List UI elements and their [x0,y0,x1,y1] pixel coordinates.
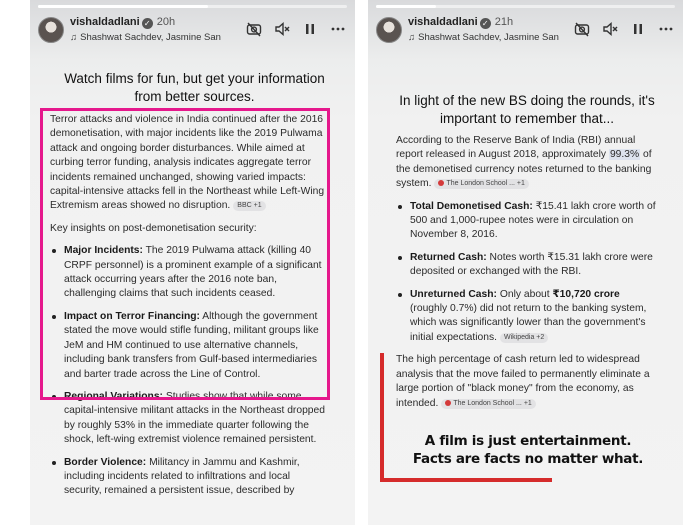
annotation-line-horizontal [380,478,552,482]
story-header [30,0,355,52]
audio-attribution[interactable] [70,32,221,43]
story-controls [245,20,347,38]
list-item: Total Demonetised Cash: ₹15.41 lakh crore worth of 500 and 1,000-rupee notes were in circulation on November 8, 2016. [396,200,658,243]
source-chip[interactable]: The London School ... +1 [441,399,535,409]
username[interactable] [408,16,513,29]
list-item: Major Incidents: The 2019 Pulwama attack (killing 40 CRPF personnel) is a prominent example of a significant attack occurring years after the 2016 note ban, challenging claims that such incidents ceased. [50,244,325,302]
story-progress-bar [38,5,347,8]
more-icon[interactable] [329,20,347,38]
story-progress-fill [376,5,436,8]
insights-heading: Key insights on post-demonetisation security: [50,222,257,234]
story-progress-bar [376,5,675,8]
avatar[interactable] [38,17,64,43]
username[interactable] [70,16,175,29]
mute-icon[interactable] [273,20,291,38]
camera-off-icon[interactable] [573,20,591,38]
source-chip[interactable]: Wikipedia +2 [500,333,548,343]
post-age: 20h [156,16,176,28]
source-logo-icon [445,400,451,406]
more-icon[interactable] [657,20,675,38]
source-logo-icon [438,180,444,186]
ai-summary-text [396,134,658,419]
verified-badge-icon: ✓ [142,18,153,29]
list-item: Border Violence: Militancy in Jammu and Kashmir, including incidents related to infiltrations and local security, remained a persistent issue, described by [50,456,325,499]
caption-line-1: A film is just entertainment. [424,433,632,449]
username-text[interactable]: vishaldadlani [408,16,478,28]
username-text[interactable]: vishaldadlani [70,16,140,28]
story-caption-bottom [408,432,648,468]
story-progress-fill [38,5,208,8]
audio-text[interactable]: Shashwat Sachdev, Jasmine San [80,32,221,43]
list-item: Regional Variations: Studies show that while some capital-intensive militant attacks in the Northeast dropped by roughly 53% in the immediate quarter following the shock, left-wing extremist violence remained persistent. [50,390,325,448]
music-note-icon: ♫ [408,32,416,43]
highlighted-percentage: 99.3% [609,149,640,161]
source-chip[interactable]: The London School ... +1 [434,179,528,189]
music-note-icon: ♫ [70,32,78,43]
pause-icon[interactable] [301,20,319,38]
mute-icon[interactable] [601,20,619,38]
source-chip[interactable]: BBC +1 [233,201,265,211]
caption-line-2: Facts are facts no matter what. [412,451,644,467]
annotation-line-vertical [380,353,384,481]
verified-badge-icon: ✓ [480,18,491,29]
right-story-panel [368,0,683,525]
highlight-box-annotation [40,108,330,400]
avatar[interactable] [376,17,402,43]
story-caption-top: Watch films for fun, but get your information from better sources. [64,71,325,104]
facts-list [396,200,658,346]
audio-text[interactable]: Shashwat Sachdev, Jasmine San [418,32,559,43]
list-item: Returned Cash: Notes worth ₹15.31 lakh crore were deposited or exchanged with the RBI. [396,251,658,280]
audio-attribution[interactable] [408,32,559,43]
story-controls [573,20,675,38]
summary-conclusion: The high percentage of cash return led to widespread analysis that the move failed to permanently eliminate a large portion of "black money" from the economy, as intended. The London School ... +1 [396,354,650,409]
camera-off-icon[interactable] [245,20,263,38]
story-header [368,0,683,52]
summary-intro: According to the Reserve Bank of India (RBI) annual report released in August 2018, approximately 99.3% of the demonetised currency notes returned to the banking system. The London School ... +1 [396,135,652,190]
post-age: 21h [494,16,514,28]
summary-intro: Terror attacks and violence in India continued after the 2016 demonetisation, with major incidents like the 2019 Pulwama attack and ongoing border disturbances. While aimed at curbing terror funding, analysis indicates aggregate terror incidents remained unchanged, showing varied impacts: capital-intensive attacks fell in the Northeast while Left-Wing Extremism areas showed no disruption. BBC +1 [50,114,325,212]
story-caption-top: In light of the new BS doing the rounds, it's important to remember that... [399,93,655,126]
pause-icon[interactable] [629,20,647,38]
list-item: Unreturned Cash: Only about ₹10,720 crore (roughly 0.7%) did not return to the banking system, which was significantly lower than the government's initial expectations. Wikipedia +2 [396,288,658,346]
list-item: Impact on Terror Financing: Although the government stated the move would stifle funding, militant groups like JeM and HM continued to use alternative channels, including bank transfers from Gulf-based intermediaries and barter trade across the Line of Control. [50,310,325,382]
